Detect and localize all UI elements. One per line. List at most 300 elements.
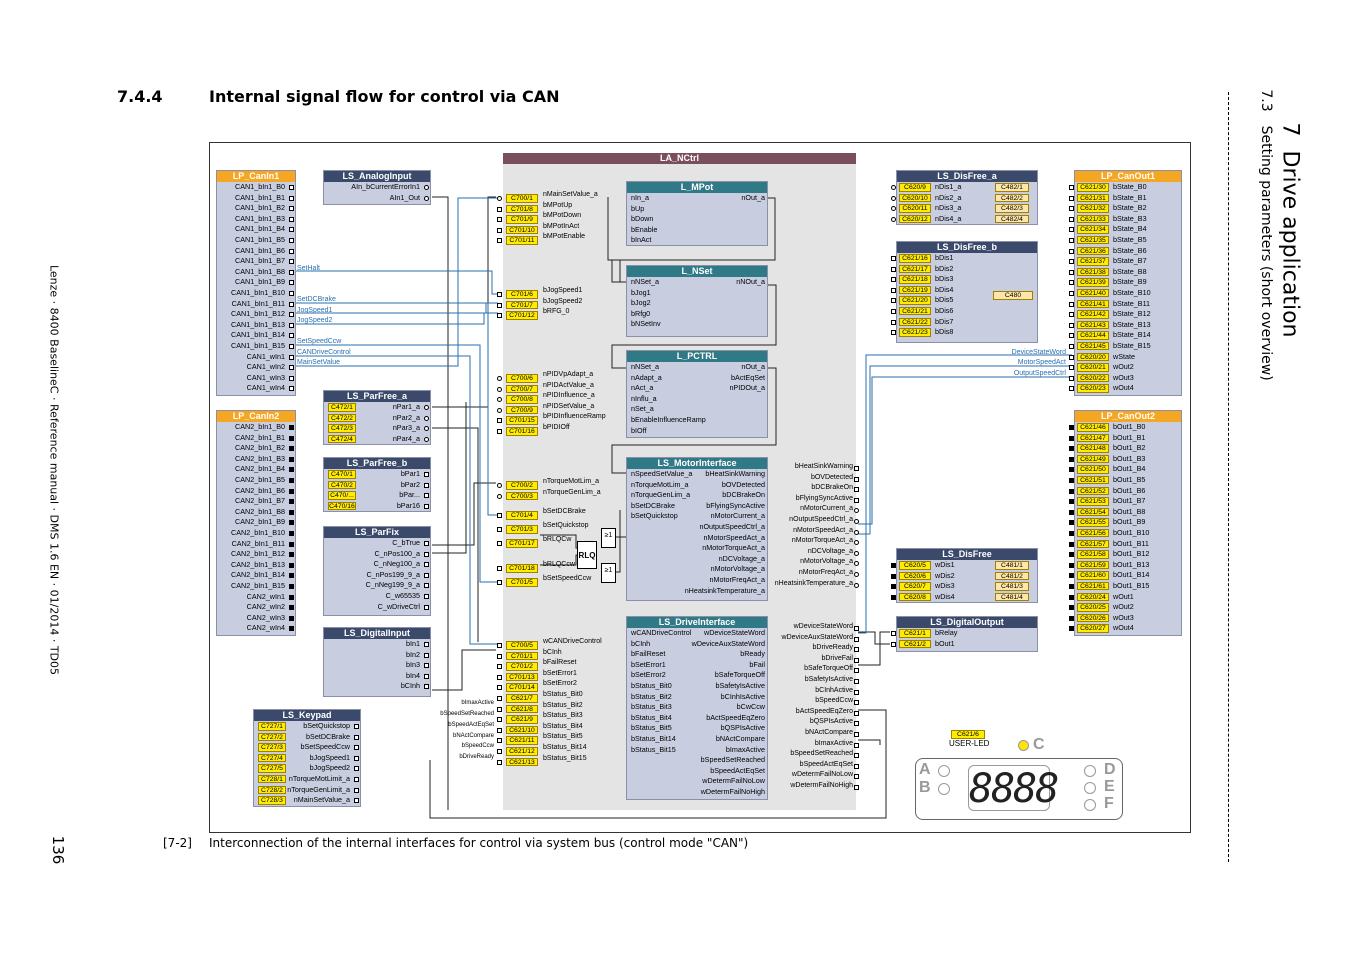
input-code: C701/15: [506, 416, 538, 425]
input-code: C621/35: [1077, 236, 1109, 245]
row-label: CAN1_bIn1_B2: [235, 203, 285, 213]
terminal-icon: [289, 552, 294, 557]
block-row: [1075, 320, 1181, 331]
input-code: C701/6: [506, 290, 538, 299]
input-code: C621/17: [899, 265, 931, 274]
input-signal-label: bSetSpeedCcw: [543, 575, 592, 582]
output-terminal-icon: [854, 572, 859, 577]
block-row: [897, 182, 1037, 193]
terminal-icon: [424, 642, 429, 647]
row-label: bState_B14: [1113, 330, 1151, 340]
row-label: bState_B15: [1113, 340, 1151, 350]
block-row: [1075, 570, 1181, 581]
ls-parfree-b-title: LS_ParFree_b: [324, 458, 430, 469]
block-row: [897, 306, 1037, 317]
input-code: C620/7: [899, 582, 931, 591]
lp-canout2-title: LP_CanOut2: [1075, 411, 1181, 422]
l-nset-block: [626, 265, 768, 337]
key-button-icon: [1084, 782, 1096, 794]
input-terminal-icon: [1069, 196, 1074, 201]
input-code: C701/5: [506, 578, 538, 587]
block-row: [627, 543, 767, 554]
input-terminal-icon: [497, 707, 502, 712]
input-terminal-icon: [1069, 280, 1074, 285]
di-output-label: bActSpeedEqZero: [795, 707, 853, 715]
input-code: C621/30: [1077, 183, 1109, 192]
output-terminal-icon: [854, 785, 859, 790]
terminal-icon: [289, 436, 294, 441]
row-label: bState_B2: [1113, 203, 1147, 213]
input-code: C701/12: [506, 311, 538, 320]
output-terminal-icon: [854, 753, 859, 758]
row-label: C_bTrue: [392, 538, 420, 547]
row-label: wOut1: [1113, 591, 1134, 601]
input-signal-label: bPIDIOff: [543, 424, 570, 431]
input-terminal-icon: [1069, 323, 1074, 328]
ls_keypad-rows-row: [254, 721, 360, 732]
block-row: [627, 575, 767, 586]
row-label: CAN1_wIn2: [246, 362, 285, 372]
terminal-icon: [289, 446, 294, 451]
input-terminal-icon: [497, 696, 502, 701]
block-row: [627, 404, 767, 415]
input-terminal-icon: [1069, 552, 1074, 557]
rlq-block: RLQ: [577, 541, 597, 569]
block-output-label: bFail: [749, 659, 765, 669]
mi-output-label: nOutputSpeedCtrl_a: [789, 516, 853, 523]
input-terminal-icon: [891, 196, 896, 201]
wire-led: [858, 740, 880, 745]
feedback-label: bDriveReady: [459, 754, 494, 760]
input-code: C620/5: [899, 561, 931, 570]
input-code: C700/1: [506, 194, 538, 203]
ls_keypad-rows-row: [254, 763, 360, 774]
ls-digitaloutput-rows: [897, 628, 1037, 649]
row-label: bSetQuickstop: [303, 721, 350, 730]
input-terminal-icon: [1069, 584, 1074, 589]
row-label: bJogSpeed1: [309, 752, 350, 762]
input-signal-label: bJogSpeed2: [543, 297, 583, 305]
row-label: bState_B10: [1113, 287, 1151, 297]
terminal-icon: [289, 302, 294, 307]
block-row: [627, 692, 767, 703]
input-terminal-icon: [1069, 457, 1074, 462]
userled-code: C621/6: [951, 730, 985, 739]
key-c-label: C: [1033, 736, 1045, 753]
input-code: C700/3: [506, 492, 538, 501]
terminal-icon: [424, 605, 429, 610]
block-row: [627, 490, 767, 501]
row-label: bIn3: [406, 660, 420, 670]
block-input-label: bDown: [631, 214, 654, 224]
row-label: bDis2: [935, 263, 954, 273]
block-input-label: nTorqueGenLim_a: [631, 490, 691, 500]
input-code: C701/3: [506, 525, 538, 534]
canin1-signal-label: MainSetValue: [297, 359, 341, 366]
input-terminal-icon: [1069, 259, 1074, 264]
block-input-label: bIOff: [631, 425, 647, 435]
input-terminal-icon: [497, 387, 502, 392]
input-code: C620/20: [1077, 353, 1109, 362]
row-label: CAN1_bIn1_B8: [235, 266, 285, 276]
lp-canout1-title: LP_CanOut1: [1075, 171, 1181, 182]
ls-disfree-a-rows: [897, 182, 1037, 224]
ls_keypad-rows-row: [254, 774, 360, 785]
row-label: bState_B13: [1113, 319, 1151, 329]
row-label: bState_B7: [1113, 256, 1147, 266]
terminal-icon: [289, 457, 294, 462]
input-terminal-icon: [497, 664, 502, 669]
terminal-icon: [424, 573, 429, 578]
block-row: [1075, 422, 1181, 433]
terminal-icon: [289, 584, 294, 589]
row-label: wDis4: [935, 591, 955, 601]
input-terminal-icon: [497, 566, 502, 571]
terminal-icon: [289, 489, 294, 494]
input-terminal-icon: [1069, 626, 1074, 631]
input-code: C472/3: [328, 424, 356, 433]
row-label: CAN1_bIn1_B1: [235, 192, 285, 202]
input-code: C727/2: [258, 733, 286, 742]
terminal-icon: [289, 344, 294, 349]
ls_parfix-rows-row: [324, 538, 430, 549]
input-code: C621/52: [1077, 487, 1109, 496]
block-input-label: nNSet_a: [631, 362, 659, 371]
block-output-label: nOut_a: [741, 193, 765, 202]
lp_canin2-rows-row: [217, 528, 295, 539]
block-row: [1075, 341, 1181, 352]
input-signal-label: bCInh: [543, 648, 562, 656]
mi-output-label: bOVDetected: [810, 473, 853, 481]
section-title: Internal signal flow for control via CAN: [209, 87, 560, 106]
row-label: wOut2: [1113, 602, 1134, 612]
input-terminal-icon: [497, 749, 502, 754]
block-input-label: nSpeedSetValue_a: [631, 469, 693, 478]
block-row: [627, 362, 767, 373]
output-terminal-icon: [854, 658, 859, 663]
row-label: CAN2_bIn1_B13: [231, 559, 285, 569]
terminal-icon: [289, 563, 294, 568]
input-signal-label: bMPotDown: [543, 212, 582, 220]
block-row: [1075, 330, 1181, 341]
input-code: C620/24: [1077, 593, 1109, 602]
terminal-icon: [289, 249, 294, 254]
output-terminal-icon: [854, 721, 859, 726]
block-output-label: bFlyingSyncActive: [706, 500, 765, 510]
chapter-title: Drive application: [1277, 150, 1303, 338]
input-code: C701/8: [506, 205, 538, 214]
ls_parfix-rows-row: [324, 580, 430, 591]
block-output-label: nOut_a: [741, 362, 765, 371]
input-code: C621/56: [1077, 529, 1109, 538]
input-terminal-icon: [497, 483, 502, 488]
lp_canin1-rows-row: [217, 352, 295, 363]
terminal-icon: [424, 504, 429, 509]
row-label: CAN1_bIn1_B4: [235, 224, 285, 234]
row-label: wDis3: [935, 581, 955, 591]
block-row: [1075, 224, 1181, 235]
row-label: bOut1_B6: [1113, 485, 1146, 495]
ls_parfree_a-rows-row: [324, 423, 430, 434]
ls-parfix-title: LS_ParFix: [324, 527, 430, 538]
input-terminal-icon: [1069, 355, 1074, 360]
input-code: C472/2: [328, 414, 356, 423]
row-label: nPar1_a: [392, 402, 420, 411]
row-label: CAN2_bIn1_B8: [235, 506, 285, 516]
block-row: [627, 426, 767, 437]
block-row: [1075, 373, 1181, 384]
input-code: C621/51: [1077, 476, 1109, 485]
row-label: CAN2_wIn1: [246, 591, 285, 601]
input-code: C701/14: [506, 683, 538, 692]
block-row: [1075, 549, 1181, 560]
mi-output-label: nHeatsinkTemperature_a: [774, 579, 853, 587]
ls_keypad-rows-row: [254, 742, 360, 753]
block-row: [897, 317, 1037, 328]
figure-caption: Interconnection of the internal interfaces for control via system bus (control mode "CAN"): [209, 836, 749, 850]
input-terminal-icon: [497, 408, 502, 413]
ls_parfix-rows-row: [324, 602, 430, 613]
block-output-label: bSafetyIsActive: [715, 680, 765, 690]
input-code: C472/4: [328, 435, 356, 444]
input-terminal-icon: [497, 376, 502, 381]
block-input-label: bNSetInv: [631, 319, 661, 329]
di-output-label: bSpeedCcw: [815, 697, 853, 705]
input-terminal-icon: [497, 580, 502, 585]
ls-disfree-b-title: LS_DisFree_b: [897, 242, 1037, 253]
block-row: [627, 628, 767, 639]
input-code: C621/60: [1077, 571, 1109, 580]
input-terminal-icon: [891, 595, 896, 600]
row-label: bOut1_B11: [1113, 538, 1149, 548]
block-output-label: nHeatsinkTemperature_a: [684, 585, 765, 595]
input-signal-label: nPIDInfluence_a: [543, 392, 595, 400]
terminal-icon: [354, 745, 359, 750]
row-label: bState_B9: [1113, 277, 1147, 287]
input-signal-label: bStatus_Bit15: [543, 754, 587, 762]
block-input-label: bEnableInfluenceRamp: [631, 414, 706, 424]
ls-motorinterface-title: LS_MotorInterface: [627, 458, 767, 469]
terminal-icon: [424, 674, 429, 679]
wire-pos100: [432, 402, 466, 553]
row-label: nDis4_a: [935, 213, 962, 223]
terminal-icon: [289, 259, 294, 264]
terminal-icon: [289, 185, 294, 190]
input-terminal-icon: [1069, 499, 1074, 504]
row-label: bState_B8: [1113, 266, 1147, 276]
row-label: CAN2_wIn4: [246, 623, 285, 633]
block-row: [627, 469, 767, 480]
ls_parfree_a-rows-row: [324, 402, 430, 413]
input-terminal-icon: [497, 728, 502, 733]
lp_canin1-rows-row: [217, 193, 295, 204]
input-terminal-icon: [497, 228, 502, 233]
di-output-label: bSafetyIsActive: [804, 676, 853, 683]
block-row: [1075, 592, 1181, 603]
row-label: nDis3_a: [935, 203, 962, 213]
block-row: [1075, 383, 1181, 394]
user-led-icon: [1018, 740, 1029, 751]
seven-segment-display: 8888: [969, 766, 1058, 812]
input-signal-label: bMPotInAct: [543, 222, 580, 230]
block-input-label: bCInh: [631, 638, 651, 648]
lp_canin2-rows-row: [217, 507, 295, 518]
block-output-label: nPIDOut_a: [729, 383, 765, 393]
terminal-icon: [289, 531, 294, 536]
block-row: [627, 564, 767, 575]
di-output-label: bDriveFail: [821, 654, 853, 662]
row-label: CAN1_bIn1_B5: [235, 234, 285, 244]
block-output-label: bOVDetected: [721, 479, 765, 489]
block-row: [1075, 475, 1181, 486]
mi-output-label: nMotorSpeedAct_a: [793, 526, 853, 534]
input-terminal-icon: [891, 277, 896, 282]
input-code: C727/4: [258, 754, 286, 763]
ls-parfree-b-block: [323, 457, 431, 512]
block-row: [1075, 443, 1181, 454]
output-terminal-icon: [854, 690, 859, 695]
lp_canin2-rows-row: [217, 475, 295, 486]
key-d-label: D: [1104, 761, 1116, 778]
block-row: [897, 264, 1037, 275]
input-signal-label: bSetError2: [543, 680, 577, 688]
input-code: C470/2: [328, 481, 356, 490]
row-label: bPar1: [400, 469, 420, 478]
row-label: bRelay: [935, 628, 958, 637]
lp_canin1-rows-row: [217, 288, 295, 299]
input-terminal-icon: [497, 654, 502, 659]
block-row: [627, 723, 767, 734]
block-input-label: nAdapt_a: [631, 372, 662, 382]
row-label: CAN1_bIn1_B9: [235, 277, 285, 287]
row-label: bPar...: [399, 490, 420, 500]
input-code: C621/58: [1077, 550, 1109, 559]
block-output-label: wDeviceAuxStateWord: [691, 638, 765, 648]
di-output-label: wDetermFailNoHigh: [790, 782, 853, 789]
lp-canout1-rows: [1075, 182, 1181, 394]
row-label: wDis1: [935, 560, 955, 569]
block-row: [627, 204, 767, 215]
terminal-icon: [424, 594, 429, 599]
ls_keypad-rows-row: [254, 795, 360, 806]
lp_canin1-rows-row: [217, 214, 295, 225]
canin1-signal-label: JogSpeed2: [297, 317, 333, 324]
input-terminal-icon: [497, 675, 502, 680]
mi-output-label: nDCVoltage_a: [807, 547, 853, 555]
output-terminal-icon: [854, 668, 859, 673]
ls_parfix-rows-row: [324, 559, 430, 570]
block-row: [1075, 203, 1181, 214]
input-code: C621/8: [506, 705, 538, 714]
input-code: C621/39: [1077, 278, 1109, 287]
key-a-label: A: [919, 761, 931, 778]
block-input-label: nTorqueMotLim_a: [631, 479, 689, 489]
ls-analoginput-rows: [324, 182, 430, 203]
lp_canin2-rows-row: [217, 539, 295, 550]
terminal-icon: [424, 562, 429, 567]
ls-driveinterface-rows: [627, 628, 767, 798]
lp_canin1-rows-row: [217, 383, 295, 394]
input-code: C621/54: [1077, 508, 1109, 517]
row-label: bSetDCBrake: [306, 731, 350, 741]
block-output-label: bNActCompare: [715, 733, 765, 743]
input-terminal-icon: [497, 738, 502, 743]
key-b-label: B: [919, 779, 931, 796]
terminal-icon: [424, 493, 429, 498]
input-terminal-icon: [1069, 227, 1074, 232]
ls-keypad-title: LS_Keypad: [254, 710, 360, 721]
input-code: C621/40: [1077, 289, 1109, 298]
input-terminal-icon: [1069, 217, 1074, 222]
section-number: 7.4.4: [117, 87, 163, 106]
lp_canin1-rows-row: [217, 246, 295, 257]
l-pctrl-rows: [627, 362, 767, 436]
row-label: CAN1_bIn1_B3: [235, 213, 285, 223]
input-terminal-icon: [891, 206, 896, 211]
wire-true: [432, 483, 496, 545]
input-code: C621/16: [899, 254, 931, 263]
input-code: C621/36: [1077, 247, 1109, 256]
ls-parfree-a-title: LS_ParFree_a: [324, 391, 430, 402]
input-terminal-icon: [891, 642, 896, 647]
input-code: C701/11: [506, 236, 538, 245]
input-signal-label: bRFG_0: [543, 308, 570, 316]
di-output-label: bSpeedSetReached: [790, 750, 853, 758]
block-row: [627, 522, 767, 533]
row-label: CAN2_wIn3: [246, 612, 285, 622]
lp_canin1-rows-row: [217, 330, 295, 341]
mi-output-label: nMotorCurrent_a: [800, 505, 853, 513]
key-button-icon: [938, 783, 950, 795]
row-label: bOut1: [935, 638, 955, 648]
block-row: [1075, 309, 1181, 320]
feedback-label: bSpeedActEqSet: [448, 722, 494, 728]
lp_canin1-rows-row: [217, 267, 295, 278]
input-terminal-icon: [1069, 467, 1074, 472]
input-signal-label: nMainSetValue_a: [543, 191, 598, 198]
input-code: C700/5: [506, 641, 538, 650]
row-label: bState_B1: [1113, 192, 1147, 202]
input-code: C621/43: [1077, 321, 1109, 330]
lp_canin1-rows-row: [217, 256, 295, 267]
row-label: bPar2: [400, 479, 420, 489]
input-code: C621/33: [1077, 215, 1109, 224]
wire-or2: [616, 510, 620, 572]
input-code: C620/11: [899, 204, 931, 213]
block-row: [627, 225, 767, 236]
input-code: C728/1: [258, 775, 286, 784]
input-code: C728/2: [258, 786, 286, 795]
block-row: [627, 193, 767, 204]
input-terminal-icon: [1069, 563, 1074, 568]
input-code: C470/16: [329, 502, 355, 510]
block-row: [627, 586, 767, 597]
row-label: bOut1_B2: [1113, 443, 1146, 453]
input-terminal-icon: [1069, 446, 1074, 451]
block-row: [897, 327, 1037, 338]
input-terminal-icon: [891, 309, 896, 314]
input-terminal-icon: [1069, 489, 1074, 494]
terminal-icon: [424, 416, 429, 421]
input-terminal-icon: [497, 527, 502, 532]
row-label: bOut1_B7: [1113, 496, 1146, 506]
lp-canout1-block: [1074, 170, 1182, 396]
output-terminal-icon: [854, 583, 859, 588]
row-label: bState_B0: [1113, 182, 1147, 191]
input-terminal-icon: [497, 313, 502, 318]
row-label: nPar2_a: [392, 412, 420, 422]
block-output-label: wDeviceStateWord: [704, 628, 765, 637]
